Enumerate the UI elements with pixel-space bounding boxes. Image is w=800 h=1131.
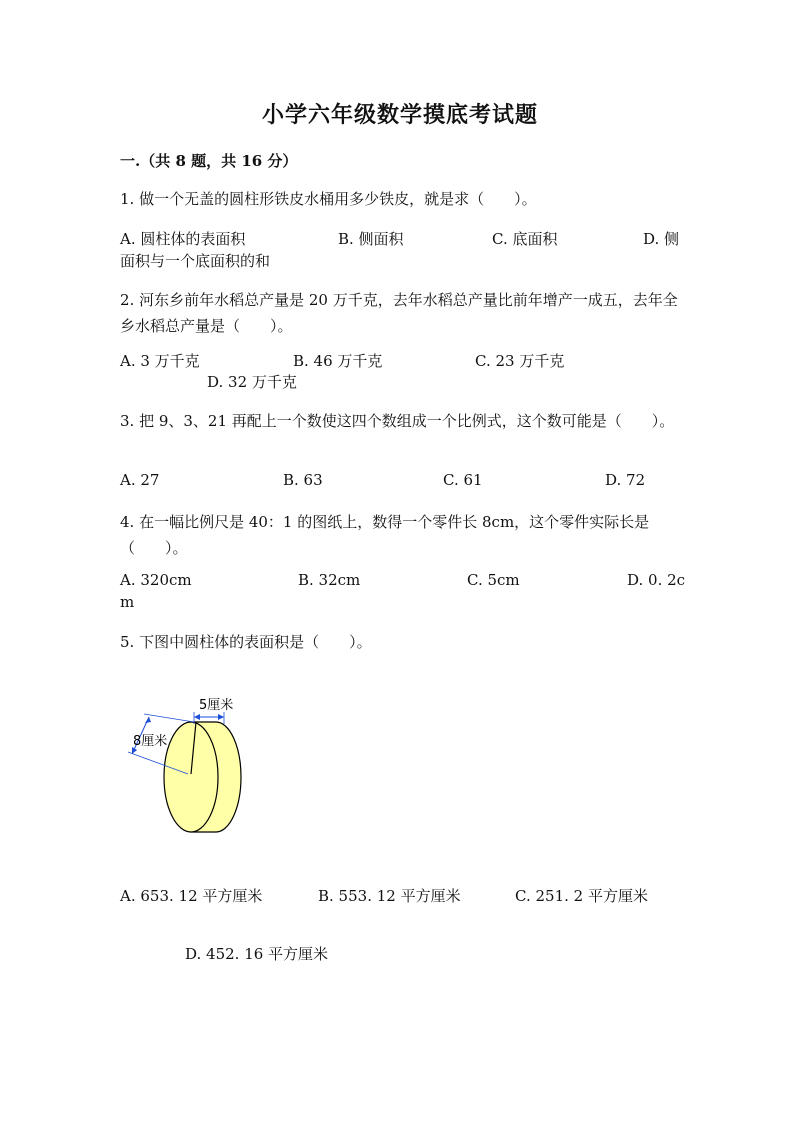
q5-option-b[interactable]: B. 553. 12 平方厘米 [318,887,461,905]
q4-option-c[interactable]: C. 5cm [467,571,520,589]
q5-option-c[interactable]: C. 251. 2 平方厘米 [515,887,648,905]
q4-option-d-continued: m [120,593,135,611]
question-3-stem: 3. 把 9、3、21 再配上一个数使这四个数组成一个比例式，这个数可能是（ ）。 [120,412,675,430]
q2-option-a[interactable]: A. 3 万千克 [120,352,200,370]
q4-option-a[interactable]: A. 320cm [120,571,192,589]
question-2-stem: 2. 河东乡前年水稻总产量是 20 万千克，去年水稻总产量比前年增产一成五，去年全乡水稻总产量是（ ）。 [120,291,678,335]
q1-option-b[interactable]: B. 侧面积 [338,230,404,248]
radius-arrow-top [145,717,151,723]
q5-option-d[interactable]: D. 452. 16 平方厘米 [185,945,329,963]
q3-option-a[interactable]: A. 27 [120,471,160,489]
q4-option-d[interactable]: D. 0. 2c [627,571,686,589]
q1-option-c[interactable]: C. 底面积 [492,230,558,248]
radius-label: 8厘米 [133,734,168,749]
section-heading: 一.（共 8 题，共 16 分） [120,152,298,170]
cylinder-front-face [164,722,218,832]
q5-option-a[interactable]: A. 653. 12 平方厘米 [120,887,263,905]
q3-option-b[interactable]: B. 63 [283,471,323,489]
q3-option-c[interactable]: C. 61 [443,471,483,489]
radius-extension-top [144,714,194,722]
cylinder-figure [118,688,258,838]
q2-option-b[interactable]: B. 46 万千克 [293,352,383,370]
height-arrow-left [194,714,200,720]
question-4-stem: 4. 在一幅比例尺是 40：1 的图纸上，数得一个零件长 8cm，这个零件实际长是（ ）。 [120,513,650,557]
q2-option-d[interactable]: D. 32 万千克 [207,373,297,391]
question-5-stem: 5. 下图中圆柱体的表面积是（ ）。 [120,633,372,651]
question-1-stem: 1. 做一个无盖的圆柱形铁皮水桶用多少铁皮，就是求（ ）。 [120,190,537,208]
q1-option-d-continued: 面积与一个底面积的和 [120,252,271,270]
q1-option-d[interactable]: D. 侧 [643,230,680,248]
q3-option-d[interactable]: D. 72 [605,471,646,489]
height-arrow-right [218,714,224,720]
exam-title: 小学六年级数学摸底考试题 [261,102,538,128]
q2-option-c[interactable]: C. 23 万千克 [475,352,565,370]
height-label: 5厘米 [199,698,234,713]
q1-option-a[interactable]: A. 圆柱体的表面积 [120,230,246,248]
q4-option-b[interactable]: B. 32cm [298,571,361,589]
